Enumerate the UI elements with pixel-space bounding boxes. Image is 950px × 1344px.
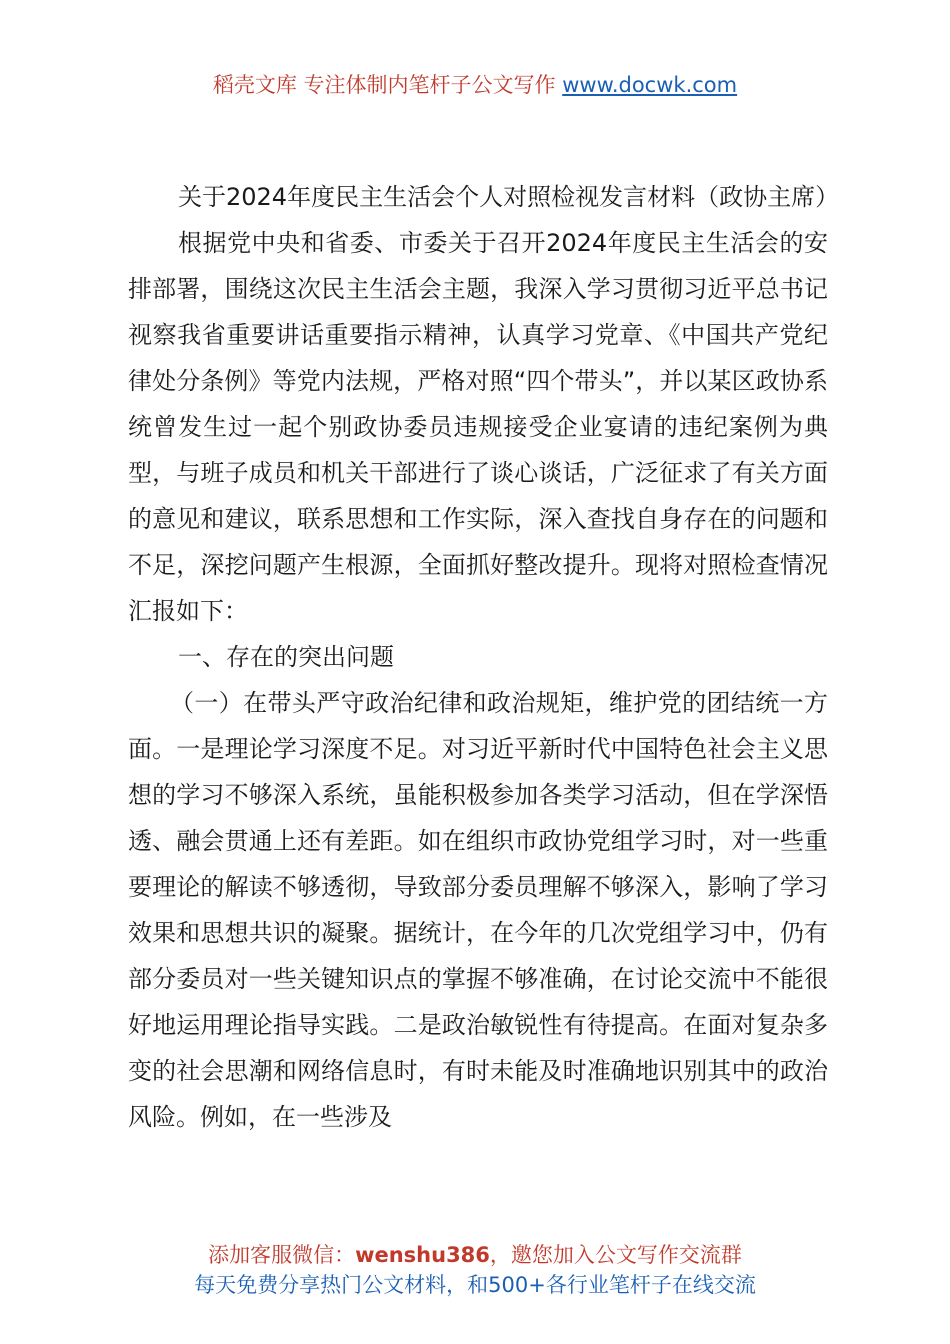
document-title: 关于2024年度民主生活会个人对照检视发言材料（政协主席）: [178, 183, 840, 211]
page-footer: [0, 1240, 950, 1300]
paragraph-section-1: （一）在带头严守政治纪律和政治规矩，维护党的团结统一方面。一是理论学习深度不足。对习近平新时代中国特色社会主义思想的学习不够深入系统，虽能积极参加各类学习活动，但在学深悟透、融会贯通上还有差距。如在组织市政协党组学习时，对一些重要理论的解读不够透彻，导致部分委员理解不够深入，影响了学习效果和思想共识的凝聚。据统计，在今年的几次党组学习中，仍有部分委员对一些关键知识点的掌握不够准确，在讨论交流中不能很好地运用理论指导实践。二是政治敏锐性有待提高。在面对复杂多变的社会思潮和网络信息时，有时未能及时准确地识别其中的政治风险。例如，在一些涉及: [128, 689, 828, 1131]
website-link[interactable]: www.docwk.com: [562, 73, 738, 97]
footer-promo-line: 每天免费分享热门公文材料，和500+各行业笔杆子在线交流: [194, 1273, 756, 1297]
brand-text: 稻壳文库 专注体制内笔杆子公文写作: [212, 73, 563, 97]
paragraph-intro: 根据党中央和省委、市委关于召开2024年度民主生活会的安排部署，围绕这次民主生活会主题，我深入学习贯彻习近平总书记视察我省重要讲话重要指示精神，认真学习党章、《中国共产党纪律处分条例》等党内法规，严格对照“四个带头”，并以某区政协系统曾发生过一起个别政协委员违规接受企业宴请的违纪案例为典型，与班子成员和机关干部进行了谈心谈话，广泛征求了有关方面的意见和建议，联系思想和工作实际，深入查找自身存在的问题和不足，深挖问题产生根源，全面抓好整改提升。现将对照检查情况汇报如下：: [128, 229, 828, 625]
footer-wechat-id: wenshu386: [355, 1243, 490, 1267]
footer-contact-suffix: ，邀您加入公文写作交流群: [489, 1243, 742, 1267]
document-body: [128, 174, 840, 1140]
footer-contact-line: [0, 1240, 950, 1270]
footer-contact-prefix: 添加客服微信：: [208, 1243, 356, 1267]
page-header: [0, 70, 950, 100]
section-heading: 一、存在的突出问题: [178, 643, 394, 671]
